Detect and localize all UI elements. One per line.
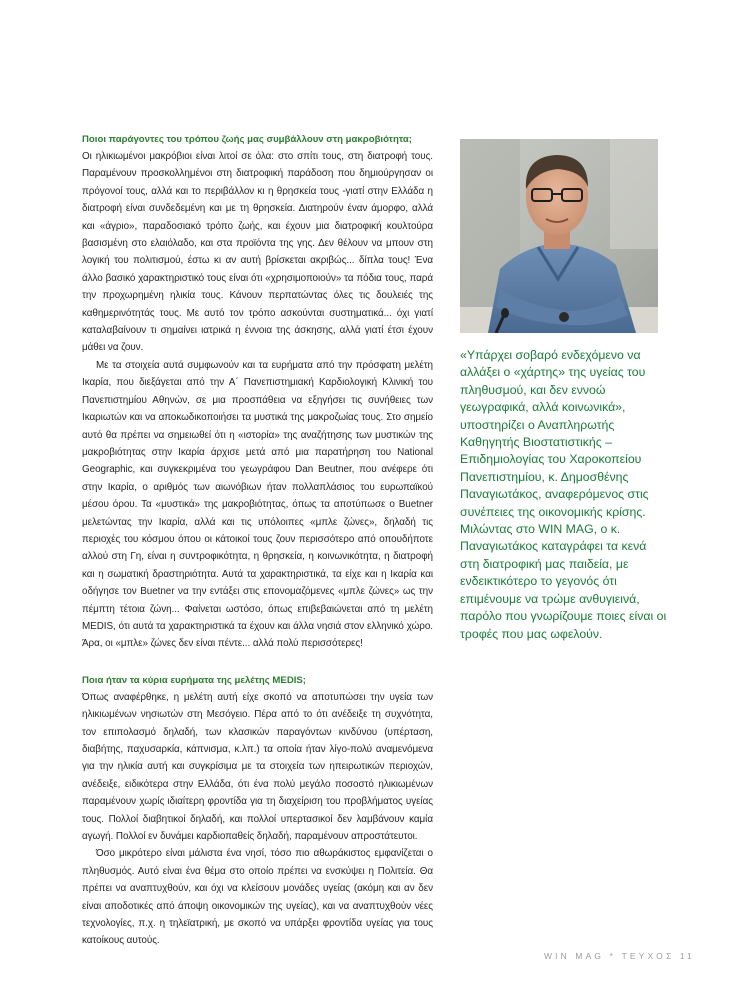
paragraph: Με τα στοιχεία αυτά συμφωνούν και τα ευρήματα από την πρόσφατη μελέτη Ικαρία, που διεξάγεται από την Α΄ Πανεπιστημιακή Καρδιολογική Κλινική του Πανεπιστημίου Αθηνών, σε μια προσπάθεια να εξηγήσει τις συνήθειες των Ικαριωτών και να αποκωδικοποιήσει τα μυστικά της μακροζωίας τους. Στο σημείο αυτό θα πρέπει να σημειωθεί ότι η «ιστορία» της αναζήτησης των μυστικών της μακροβιότητας στην Ικαρία άρχισε μετά από μια παρατήρηση του National Geographic, και συγκεκριμένα του γεωγράφου Dan Beutner, που ανέφερε ότι στην Ικαρία, ο αριθμός των αιωνόβιων ήταν πολλαπλάσιος του ευρωπαϊκού μέσου όρου. Τα «μυστικά» της μακροβιότητας, όπως τα αποτύπωσε ο Buetner μελετώντας την Ικαρία, αλλά και τις υπόλοιπες «μπλε ζώνες», δηλαδή τις περιοχές του κόσμου όπου οι κάτοικοί τους ζουν περισσότερο από οπουδήποτε αλλού στη Γη, είναι η συντροφικότητα, η θρησκεία, η κοινωνικότητα, η διατροφή και η σωματική δραστηριότητα. Αυτά τα χαρακτηριστικά, τα είχε και η Ικαρία και οδήγησε τον Buetner να την εντάξει στις επονομαζόμενες «μπλε ζώνες» ως την πέμπτη τέτοια ζώνη... Φαίνεται ωστόσο, όπως επιβεβαιώνεται από τη μελέτη MEDIS, ότι αυτά τα χαρακτηριστικά τα έχουν και άλλα νησιά στον ελληνικό χώρο. Άρα, οι «μπλε» ζώνες δεν είναι πέντε... αλλά πολύ περισσότερες! bbox=[82, 359, 433, 650]
section-medis-findings bbox=[82, 672, 433, 950]
portrait-photo bbox=[460, 139, 658, 333]
section-lifestyle bbox=[82, 131, 433, 653]
section-heading: Ποια ήταν τα κύρια ευρήματα της μελέτης MEDIS; bbox=[82, 674, 307, 686]
page-footer: WIN MAG * ΤΕΥΧΟΣ 11 bbox=[544, 951, 695, 961]
article-body bbox=[82, 131, 433, 950]
section-heading: Ποιοι παράγοντες του τρόπου ζωής μας συμβάλλουν στη μακροβιότητα; bbox=[82, 134, 412, 145]
paragraph: Όπως αναφέρθηκε, η μελέτη αυτή είχε σκοπό να αποτυπώσει την υγεία των ηλικιωμένων νησιωτών στη Μεσόγειο. Πέρα από το ότι ανέδειξε τη συχνότητα, τον επιπολασμό δηλαδή, των κλασικών παραγόντων κινδύνου (υπέρταση, διαβήτης, παχυσαρκία, κάπνισμα, κ.λπ.) τα οποία ήταν λίγο-πολύ αναμενόμενα για την ηλικία αυτή και συγκρίσιμα με τα στοιχεία των ηπειρωτικών περιοχών, ανέδειξε, ειδικότερα στην Ελλάδα, ότι ένα πολύ μεγάλο ποσοστό ηλικιωμένων παραμένουν χωρίς ιδιαίτερη φροντίδα για τη διαχείριση του προβλήματος υγείας τους. Πολλοί διαβητικοί δηλαδή, και πολλοί υπερτασικοί δεν λαμβάνουν καμία αγωγή. Πολλοί εν δυνάμει καρδιοπαθείς δηλαδή, παραμένουν απροστάτευτοι. bbox=[82, 691, 433, 843]
pull-quote: «Υπάρχει σοβαρό ενδεχόμενο να αλλάξει ο «χάρτης» της υγείας του πληθυσμού, και δεν εννοώ γεωγραφικά, αλλά κοινωνικά», υποστηρίζει ο Αναπληρωτής Καθηγητής Βιοστατιστικής – Επιδημιολογίας του Χαροκοπείου Πανεπιστημίου, κ. Δημοσθένης Παναγιωτάκος, αναφερόμενος στις συνέπειες της οικονομικής κρίσης. Μιλώντας στο WIN MAG, ο κ. Παναγιωτάκος καταγράφει τα κενά στη διατροφική μας παιδεία, με ενδεικτικότερο το γεγονός ότι επιμένουμε να τρώμε ανθυγιεινά, παρόλο που γνωρίζουμε ποιες είναι οι τροφές που μας ωφελούν. bbox=[460, 348, 667, 641]
paragraph: Όσο μικρότερο είναι μάλιστα ένα νησί, τόσο πιο αθωράκιστος εμφανίζεται ο πληθυσμός. Αυτό είναι ένα θέμα στο οποίο πρέπει να ενσκύψει η Πολιτεία. Θα πρέπει να αναπτυχθούν, και όχι να κλείσουν μονάδες υγείας (ακόμη και αν δεν είναι αποδοτικές από άποψη οικονομικών της υγείας), και να αναπτυχθούν νέες τεχνολογίες, π.χ. η τηλεϊατρική, με σκοπό να υπάρξει φροντίδα υγείας για τους κατοίκους αυτούς. bbox=[82, 848, 433, 947]
paragraph: Οι ηλικιωμένοι μακρόβιοι είναι λιτοί σε όλα: στο σπίτι τους, στη διατροφή τους. Παραμένουν προσκολλημένοι στη διατροφική παράδοση που δημιούργησαν οι πρόγονοί τους, αλλά και το περιβάλλον κι η θρησκεία τους -γιατί στην Ελλάδα η διατροφή είναι συνδεδεμένη και με τη θρησκεία. Διατηρούν έναν άμορφο, αλλά και «άγριο», παραδοσιακό τρόπο ζωής, και έχουν μια διατροφική κουλτούρα βασισμένη στο ελαιόλαδο, και στα προϊόντα της γης. Δεν θέλουν να μπουν στη λογική του πολιτισμού, έστω κι αν αυτή βρίσκεται ακριβώς... δίπλα τους! Ένα άλλο βασικό χαρακτηριστικό τους είναι ότι «χρησιμοποιούν» τα πόδια τους, παρά την προχωρημένη ηλικία τους. Κάνουν περπατώντας όλες τις δουλειές της καθημερινότητάς τους. Με αυτό τον τρόπο ασκούνται συστηματικά... όχι γιατί καταλαβαίνουν τι σημαίνει ιατρικά η έννοια της άσκησης, αλλά γιατί έτσι έχουν μάθει να ζουν. bbox=[82, 151, 433, 354]
